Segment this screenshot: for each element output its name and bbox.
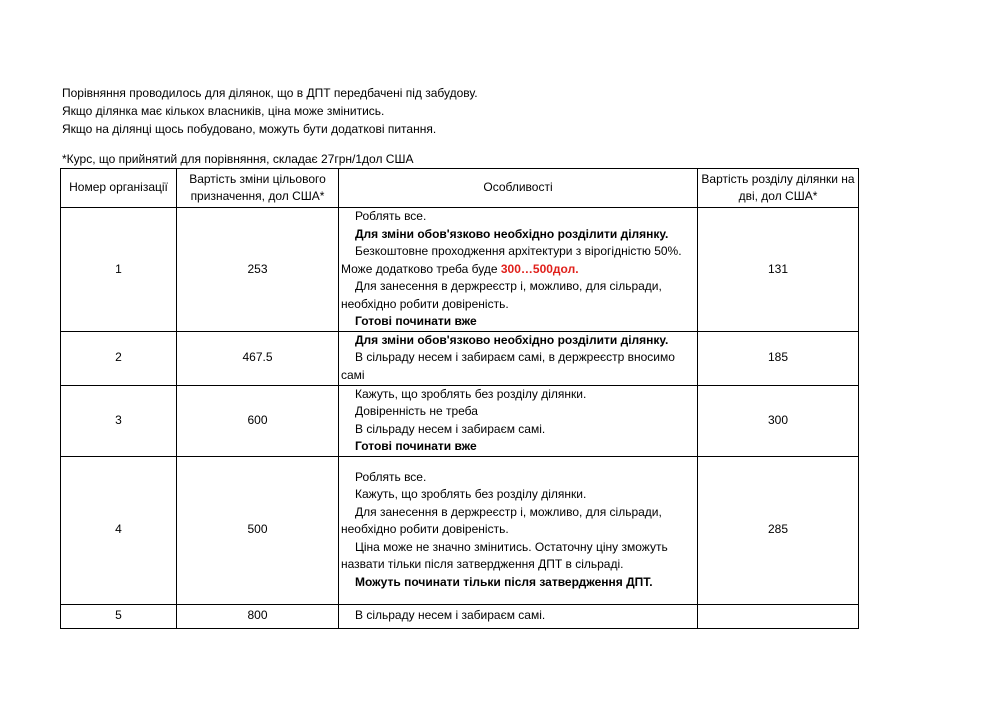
- feature-line: необхідно робити довіреність.: [341, 522, 509, 537]
- table-row: [61, 456, 859, 604]
- header-split-cost: Вартість розділу ділянки на дві, дол США*: [698, 169, 859, 208]
- org-number-cell: 5: [61, 604, 177, 628]
- extra-cost-highlight: 300…500дол.: [500, 261, 579, 276]
- change-cost-cell: 500: [177, 456, 339, 604]
- split-cost-cell: 300: [698, 385, 859, 456]
- feature-line: Кажуть, що зроблять без розділу ділянки.: [355, 386, 587, 401]
- feature-line: Ціна може не значно змінитись. Остаточну ціну зможуть: [355, 539, 668, 554]
- features-cell: [339, 385, 698, 456]
- intro-notes: [62, 84, 478, 138]
- exchange-rate-note: *Курс, що прийнятий для порівняння, складає 27грн/1дол США: [62, 152, 414, 166]
- split-cost-cell: 185: [698, 331, 859, 385]
- feature-line: Роблять все.: [355, 469, 427, 484]
- split-cost-cell: 285: [698, 456, 859, 604]
- feature-line: Для зміни обов'язково необхідно розділити ділянку.: [355, 226, 669, 241]
- split-cost-cell: [698, 604, 859, 628]
- feature-line: необхідно робити довіреність.: [341, 296, 509, 311]
- intro-line: Якщо ділянка має кількох власників, ціна може змінитись.: [62, 104, 385, 118]
- features-cell: [339, 604, 698, 628]
- feature-line: [341, 261, 695, 279]
- intro-line: Порівняння проводилось для ділянок, що в ДПТ передбачені під забудову.: [62, 86, 478, 100]
- feature-line: В сільраду несем і забираєм самі, в держреєстр вносимо: [355, 350, 675, 365]
- table-row: [61, 331, 859, 385]
- features-cell: [339, 208, 698, 332]
- feature-text: Може додатково треба буде: [341, 261, 501, 276]
- header-org-number: Номер організації: [61, 169, 177, 208]
- feature-line: Кажуть, що зроблять без розділу ділянки.: [355, 487, 587, 502]
- feature-line: назвати тільки після затвердження ДПТ в сільраді.: [341, 557, 624, 572]
- intro-line: Якщо на ділянці щось побудовано, можуть бути додаткові питання.: [62, 122, 437, 136]
- change-cost-cell: 467.5: [177, 331, 339, 385]
- table-header-row: [61, 169, 859, 208]
- org-number-cell: 2: [61, 331, 177, 385]
- feature-line: Для зміни обов'язково необхідно розділити ділянку.: [355, 332, 669, 347]
- org-number-cell: 3: [61, 385, 177, 456]
- header-change-cost: Вартість зміни цільового призначення, дол США*: [177, 169, 339, 208]
- table-row: [61, 385, 859, 456]
- table-row: [61, 604, 859, 628]
- feature-line: Готові починати вже: [355, 314, 477, 328]
- table-row: [61, 208, 859, 332]
- split-cost-cell: 131: [698, 208, 859, 332]
- feature-line: В сільраду несем і забираєм самі.: [355, 421, 546, 436]
- org-number-cell: 4: [61, 456, 177, 604]
- features-cell: [339, 456, 698, 604]
- feature-line: Готові починати вже: [355, 439, 477, 453]
- change-cost-cell: 600: [177, 385, 339, 456]
- feature-line: Довіренність не треба: [355, 404, 478, 418]
- feature-line: Можуть починати тільки після затвердження ДПТ.: [355, 574, 653, 589]
- change-cost-cell: 253: [177, 208, 339, 332]
- feature-line: Для занесення в держреєстр і, можливо, для сільради,: [355, 279, 662, 293]
- org-number-cell: 1: [61, 208, 177, 332]
- feature-line: Безкоштовне проходження архітектури з вірогідністю 50%.: [355, 244, 682, 258]
- feature-line: Роблять все.: [355, 209, 427, 223]
- change-cost-cell: 800: [177, 604, 339, 628]
- features-cell: [339, 331, 698, 385]
- header-features: Особливості: [339, 169, 698, 208]
- feature-line: В сільраду несем і забираєм самі.: [355, 608, 546, 623]
- feature-line: Для занесення в держреєстр і, можливо, для сільради,: [355, 504, 662, 519]
- feature-line: самі: [341, 367, 365, 382]
- comparison-table: [60, 168, 859, 629]
